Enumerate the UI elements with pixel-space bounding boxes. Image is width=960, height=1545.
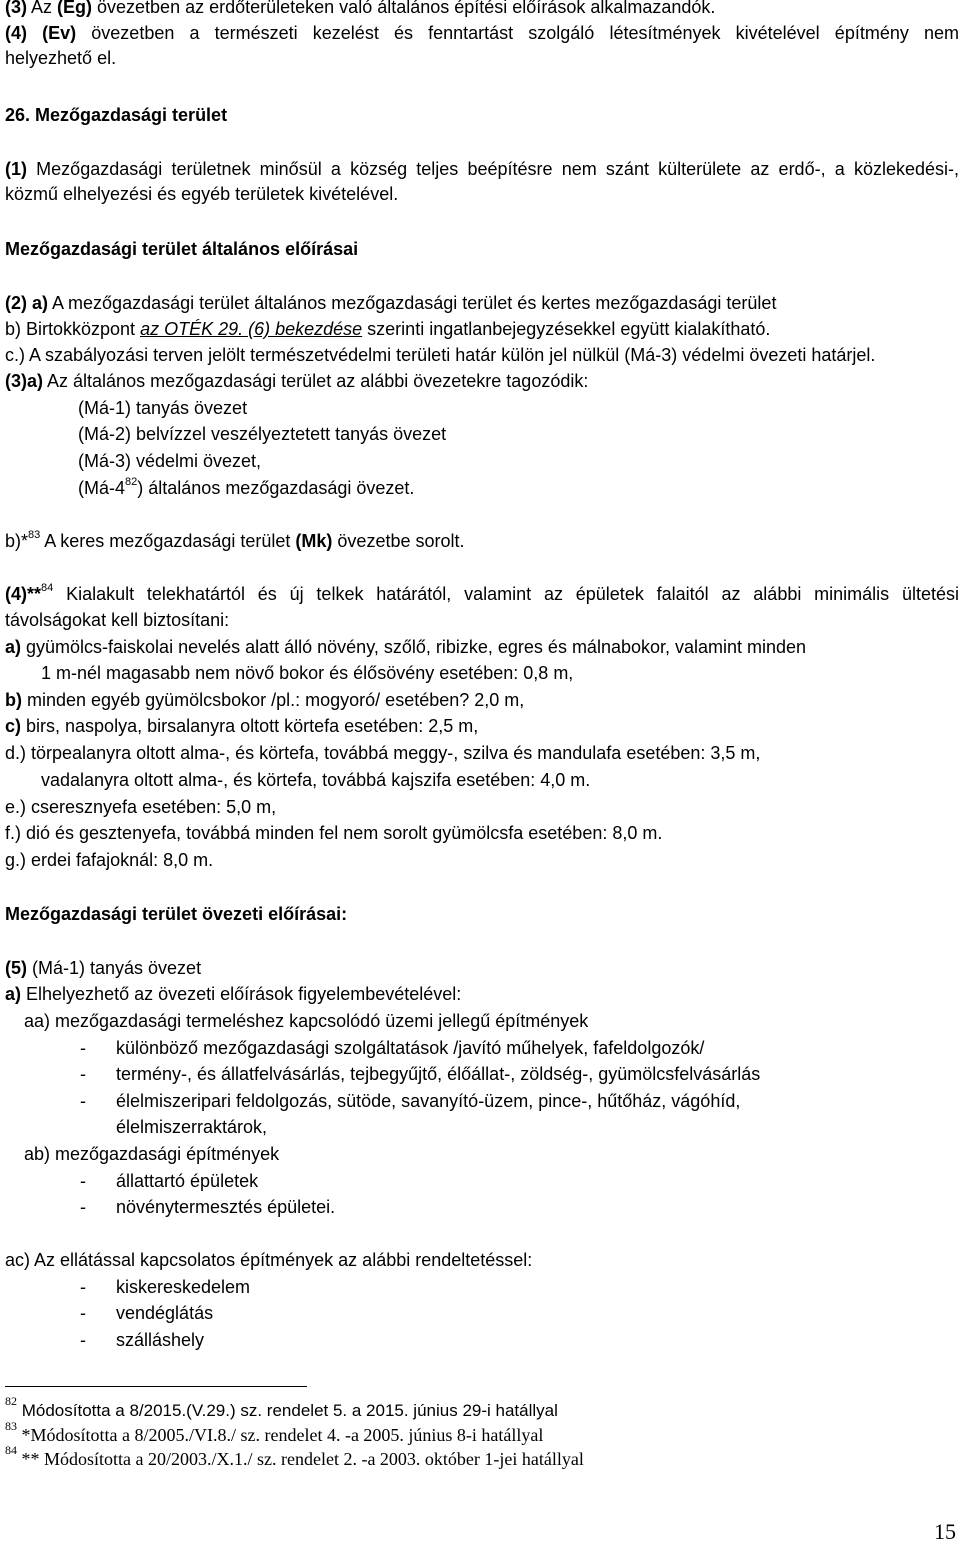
paragraph-3a: (3)a) Az általános mezőgazdasági terület az alábbi övezetekre tagozódik: — [5, 371, 589, 391]
item-aa-1: különböző mezőgazdasági szolgáltatások /javító műhelyek, fafeldolgozók/ — [116, 1038, 705, 1058]
paragraph-5: (5) (Má-1) tanyás övezet — [5, 958, 202, 978]
item-4d-cont: vadalanyra oltott alma-, és körtefa, továbbá kajszifa esetében: 4,0 m. — [41, 770, 591, 790]
item-aa-2: termény-, és állatfelvásárlás, tejbegyűjtő, élőállat-, zöldség-, gyümölcsfelvásárlás — [116, 1064, 761, 1084]
paragraph-4: (4)**$^{84}$ Kialakult telekhatártól és új telkek határától, valamint az épületek falaitól az alábbi minimális ültetési — [5, 582, 959, 604]
bullet-dash: - — [80, 1197, 86, 1217]
paragraph-2c: c.) A szabályozási terven jelölt természetvédelmi területi határ külön jel nülkül (Má-3) védelmi övezeti határjel. — [5, 345, 876, 365]
item-aa-3: élelmiszeripari feldolgozás, sütöde, savanyító-üzem, pince-, hűtőház, vágóhíd, — [116, 1091, 741, 1111]
item-aa: aa) mezőgazdasági termeléshez kapcsolódó üzemi jellegű építmények — [24, 1011, 589, 1031]
item-4e: e.) cseresznyefa esetében: 5,0 m, — [5, 797, 277, 817]
footnote-ref-82[interactable]: 82 — [125, 476, 138, 488]
bullet-dash: - — [80, 1330, 86, 1350]
item-ac: ac) Az ellátással kapcsolatos építmények az alábbi rendeltetéssel: — [5, 1250, 533, 1270]
footnote-separator — [5, 1386, 307, 1387]
footnote-84: $^{84}$ ** Módosította a 20/2003./X.1./ sz. rendelet 2. -a 2003. október 1-jei hatállyal — [5, 1443, 584, 1469]
bullet-dash: - — [80, 1038, 86, 1058]
zone-ma2: (Má-2) belvízzel veszélyeztetett tanyás övezet — [78, 424, 447, 444]
page-number: 15 — [934, 1519, 956, 1544]
bullet-dash: - — [80, 1091, 86, 1111]
bullet-dash: - — [80, 1277, 86, 1297]
item-4a: a) gyümölcs-faiskolai nevelés alatt álló növény, szőlő, ribizke, egres és málnabokor, valamint minden — [5, 637, 807, 657]
zone-ma1: (Má-1) tanyás övezet — [78, 398, 248, 418]
general-rules-heading: Mezőgazdasági terület általános előírásai — [5, 239, 359, 259]
paragraph-3-eg: (3) Az (Eg) övezetben az erdőterületeken való általános építési előírások alkalmazandók. — [5, 0, 716, 17]
bullet-dash: - — [80, 1303, 86, 1323]
item-4d: d.) törpealanyra oltott alma-, és körtefa, továbbá meggy-, szilva és mandulafa esetében: 3,5 m, — [5, 743, 761, 763]
item-4f: f.) dió és gesztenyefa, továbbá minden fel nem sorolt gyümölcsfa esetében: 8,0 m. — [5, 823, 663, 843]
paragraph-1-cont: közmű elhelyezési és egyéb területek kivételével. — [5, 184, 399, 204]
footnote-ref-83[interactable]: 83 — [28, 529, 41, 541]
paragraph-4-ev: (4) (Ev) övezetben a természeti kezelést és fenntartást szolgáló létesítmények kivételével építmény nem — [5, 23, 959, 43]
paragraph-4-cont: távolságokat kell biztosítani: — [5, 610, 230, 630]
item-ac-1: kiskereskedelem — [116, 1277, 251, 1297]
zone-ma3: (Má-3) védelmi övezet, — [78, 451, 262, 471]
paragraph-4-cont: helyezhető el. — [5, 48, 117, 68]
item-ab: ab) mezőgazdasági építmények — [24, 1144, 280, 1164]
footnote-83: $^{83}$ *Módosította a 8/2005./VI.8./ sz. rendelet 4. -a 2005. június 8-i hatállyal — [5, 1419, 544, 1445]
zone-rules-heading: Mezőgazdasági terület övezeti előírásai: — [5, 904, 348, 924]
item-ab-2: növénytermesztés épületei. — [116, 1197, 336, 1217]
paragraph-2b: b) Birtokközpont az OTÉK 29. (6) bekezdése szerinti ingatlanbejegyzésekkel együtt kialakítható. — [5, 319, 771, 339]
paragraph-1: (1) Mezőgazdasági területnek minősül a község teljes beépítésre nem szánt külterülete az erdő-, a közlekedési-, — [5, 159, 959, 179]
item-4c: c) birs, naspolya, birsalanyra oltott körtefa esetében: 2,5 m, — [5, 716, 479, 736]
otek-reference-link[interactable]: az OTÉK 29. (6) bekezdése — [140, 319, 363, 339]
paragraph-3b: b)*$^{83}$ A keres mezőgazdasági terület (Mk) övezetbe sorolt. — [5, 529, 465, 551]
section-26-heading: 26. Mezőgazdasági terület — [5, 105, 228, 125]
bullet-dash: - — [80, 1064, 86, 1084]
item-4a-cont: 1 m-nél magasabb nem növő bokor és élősövény esetében: 0,8 m, — [41, 663, 574, 683]
item-4g: g.) erdei fafajoknál: 8,0 m. — [5, 850, 214, 870]
item-ac-3: szálláshely — [116, 1330, 205, 1350]
footnote-82: $^{82}$ Módosította a 8/2015.(V.29.) sz. rendelet 5. a 2015. június 29-i hatállyal — [5, 1394, 558, 1420]
footnote-ref-84[interactable]: 84 — [41, 582, 54, 594]
bullet-dash: - — [80, 1171, 86, 1191]
zone-ma4: $(Má-4^{82})$ általános mezőgazdasági övezet. — [78, 476, 415, 498]
item-5a: a) Elhelyezhető az övezeti előírások figyelembevételével: — [5, 984, 462, 1004]
item-4b: b) minden egyéb gyümölcsbokor /pl.: mogyoró/ esetében? 2,0 m, — [5, 690, 525, 710]
item-ab-1: állattartó épületek — [116, 1171, 259, 1191]
paragraph-2a: (2) a) A mezőgazdasági terület általános mezőgazdasági terület és kertes mezőgazdasági terület — [5, 293, 777, 313]
item-aa-3-cont: élelmiszerraktárok, — [116, 1117, 268, 1137]
item-ac-2: vendéglátás — [116, 1303, 214, 1323]
